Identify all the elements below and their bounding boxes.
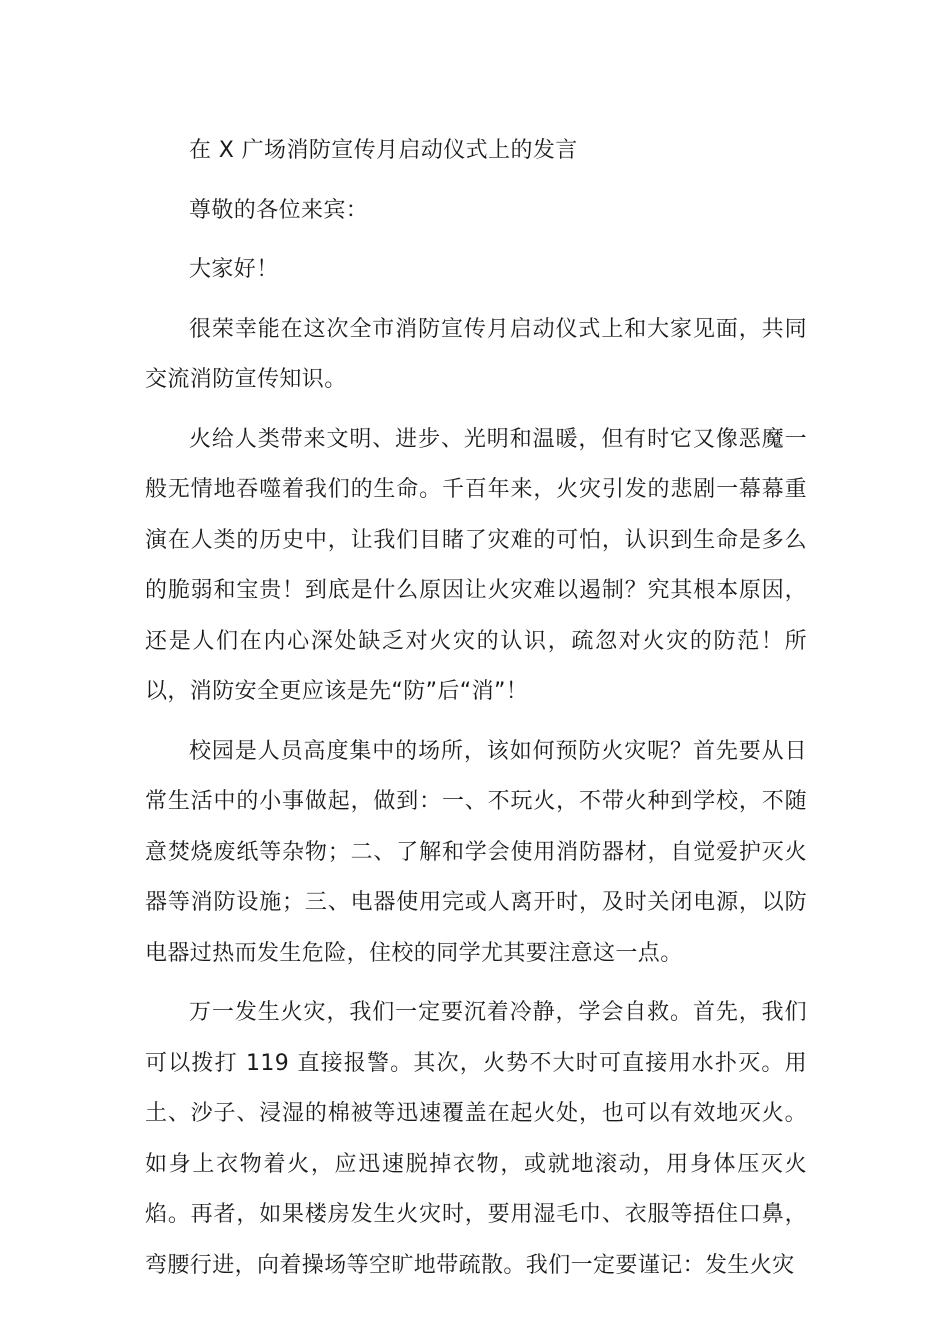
greeting: 大家好！ bbox=[189, 257, 279, 282]
document-title: 在 X 广场消防宣传月启动仪式上的发言 bbox=[189, 138, 578, 163]
paragraph-campus-prevention: 校园是人员高度集中的场所，该如何预防火灾呢？首先要从日常生活中的小事做起，做到：一、不玩火，不带火种到学校，不随意焚烧废纸等杂物；二、了解和学会使用消防器材，自觉爱护灭火器等消防设施；三、电器使用完或人离开时，及时关闭电源，以防电器过热而发生危险，住校的同学尤其要注意这一点。 bbox=[145, 738, 807, 966]
paragraph-self-rescue: 万一发生火灾，我们一定要沉着冷静，学会自救。首先，我们可以拨打 119 直接报警。其次，火势不大时可直接用水扑灭。用土、沙子、浸湿的棉被等迅速覆盖在起火处，也可以有效地灭火。如身上衣物着火，应迅速脱掉衣物，或就地滚动，用身体压灭火焰。再者，如果楼房发生火灾时，要用湿毛巾、衣服等捂住口鼻，弯腰行进，向着操场等空旷地带疏散。我们一定要谨记：发生火灾 bbox=[145, 1000, 807, 1278]
paragraph-fire-history: 火给人类带来文明、进步、光明和温暖，但有时它又像恶魔一般无情地吞噬着我们的生命。千百年来，火灾引发的悲剧一幕幕重演在人类的历史中，让我们目睹了灾难的可怕，认识到生命是多么的脆弱和宝贵！到底是什么原因让火灾难以遏制？究其根本原因，还是人们在内心深处缺乏对火灾的认识，疏忽对火灾的防范！所以，消防安全更应该是先“防”后“消”！ bbox=[145, 426, 807, 704]
paragraph-intro: 很荣幸能在这次全市消防宣传月启动仪式上和大家见面，共同交流消防宣传知识。 bbox=[145, 316, 807, 392]
document-body bbox=[145, 126, 807, 1300]
salutation: 尊敬的各位来宾： bbox=[189, 197, 369, 223]
